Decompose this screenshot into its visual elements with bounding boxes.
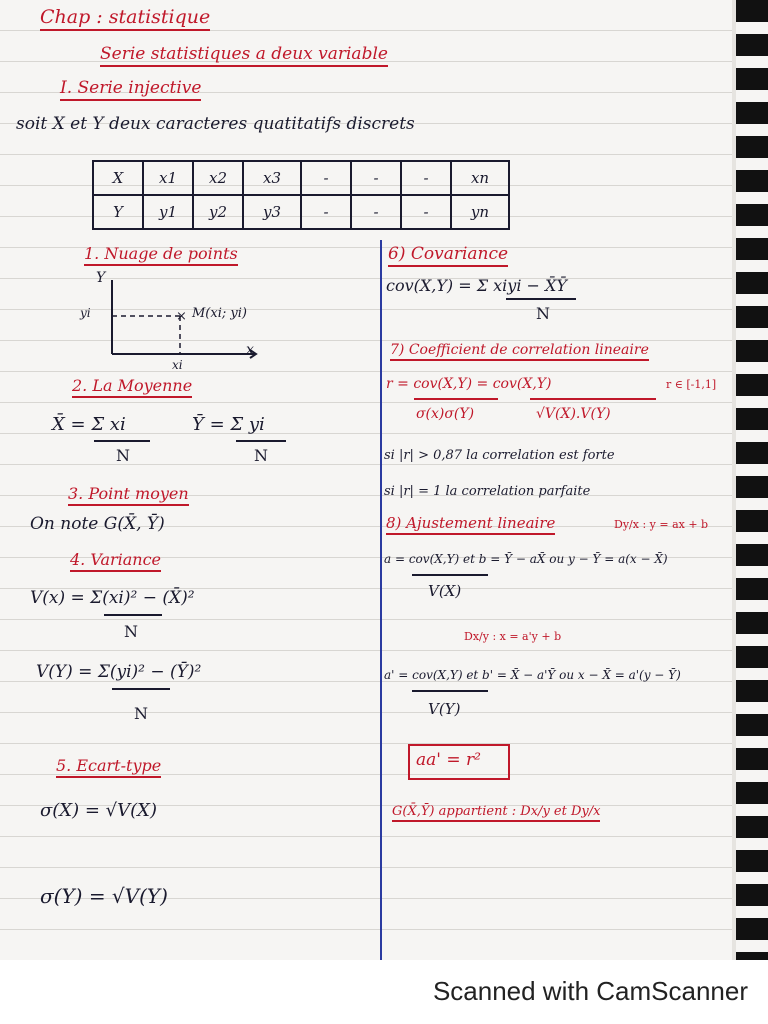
mean-y-denominator: N (254, 446, 268, 465)
section-title: I. Serie injective (60, 78, 201, 101)
variance-y-denominator: N (134, 704, 148, 723)
regression-y-on-x: Dy/x : y = ax + b (614, 518, 709, 531)
mean-y-formula: Ȳ = Σ yi (192, 414, 265, 435)
table-cell: - (301, 161, 351, 195)
covariance-formula: cov(X,Y) = Σ xiyi − X̄Ȳ (386, 276, 567, 295)
table-cell: Y (93, 195, 143, 229)
table-cell: - (351, 161, 401, 195)
section-7-title: 7) Coefficient de correlation lineaire (390, 342, 649, 361)
table-cell: - (301, 195, 351, 229)
page-subtitle: Serie statistiques a deux variable (100, 44, 388, 67)
mean-x-formula: X̄ = Σ xi (52, 414, 126, 435)
table-cell: - (401, 195, 451, 229)
fraction-bar (412, 690, 488, 692)
slope-a-formula: a = cov(X,Y) et b = Ȳ − aX̄ ou y − Ȳ = a(x − X̄) (384, 552, 668, 566)
table-cell: xn (451, 161, 509, 195)
table-cell: x3 (243, 161, 301, 195)
slope-a-prime-denominator: V(Y) (428, 700, 461, 718)
table-cell: yn (451, 195, 509, 229)
mean-x-denominator: N (116, 446, 130, 465)
fraction-bar (104, 614, 162, 616)
axis-label-y: Y (96, 270, 106, 286)
table-cell: - (351, 195, 401, 229)
variance-x-denominator: N (124, 622, 138, 641)
correlation-note-perfect: si |r| = 1 la correlation parfaite (384, 484, 591, 499)
table-cell: y3 (243, 195, 301, 229)
intro-text: soit X et Y deux caracteres quatitatifs discrets (16, 114, 415, 134)
key-result-text: aa' = r² (416, 750, 481, 770)
table-cell: y1 (143, 195, 193, 229)
variance-x-formula: V(x) = Σ(xi)² − (X̄)² (30, 588, 195, 608)
table-row-x (93, 161, 509, 195)
yi-label: yi (80, 306, 91, 320)
fraction-bar (236, 440, 286, 442)
section-1-title: 1. Nuage de points (84, 244, 238, 266)
fraction-bar (506, 298, 576, 300)
table-cell: X (93, 161, 143, 195)
slope-a-denominator: V(X) (428, 582, 462, 600)
point-marker: × (176, 309, 187, 324)
table-cell: x1 (143, 161, 193, 195)
section-3-title: 3. Point moyen (68, 484, 189, 506)
stddev-y-formula: σ(Y) = √V(Y) (40, 884, 168, 908)
scanner-brand-text: Scanned with CamScanner (432, 976, 748, 1006)
stddev-x-formula: σ(X) = √V(X) (40, 800, 157, 821)
table-row-y (93, 195, 509, 229)
correlation-note-strong: si |r| > 0,87 la correlation est forte (384, 448, 615, 463)
correlation-denominator-1: σ(x)σ(Y) (416, 406, 475, 422)
spiral-binding (736, 0, 768, 960)
axis-label-x: x (246, 342, 254, 358)
table-cell: x2 (193, 161, 243, 195)
point-label: M(xi; yi) (192, 306, 247, 321)
section-5-title: 5. Ecart-type (56, 756, 161, 778)
section-4-title: 4. Variance (70, 550, 161, 572)
section-6-title: 6) Covariance (388, 244, 508, 267)
correlation-formula: r = cov(X,Y) = cov(X,Y) (386, 376, 552, 392)
fraction-bar (530, 398, 656, 400)
slope-a-prime-formula: a' = cov(X,Y) et b' = X̄ − a'Ȳ ou x − X̄ = a'(y − Ȳ) (384, 668, 681, 682)
covariance-denominator: N (536, 304, 550, 323)
regression-x-on-y: Dx/y : x = a'y + b (464, 630, 562, 643)
column-divider (380, 240, 382, 960)
chapter-title: Chap : statistique (40, 6, 210, 31)
mean-point-belongs-text: G(X̄,Ȳ) appartient : Dx/y et Dy/x (392, 804, 600, 822)
section-8-title: 8) Ajustement lineaire (386, 514, 555, 535)
table-cell: y2 (193, 195, 243, 229)
variance-y-formula: V(Y) = Σ(yi)² − (Ȳ)² (36, 662, 202, 682)
mean-point-text: On note G(X̄, Ȳ) (30, 514, 165, 534)
fraction-bar (94, 440, 150, 442)
correlation-range: r ∈ [-1,1] (666, 378, 717, 391)
xy-table (92, 160, 510, 230)
fraction-bar (414, 398, 498, 400)
xi-label: xi (172, 358, 183, 372)
table-cell: - (401, 161, 451, 195)
fraction-bar (112, 688, 170, 690)
fraction-bar (412, 574, 488, 576)
correlation-denominator-2: √V(X).V(Y) (536, 406, 611, 422)
section-2-title: 2. La Moyenne (72, 376, 192, 398)
